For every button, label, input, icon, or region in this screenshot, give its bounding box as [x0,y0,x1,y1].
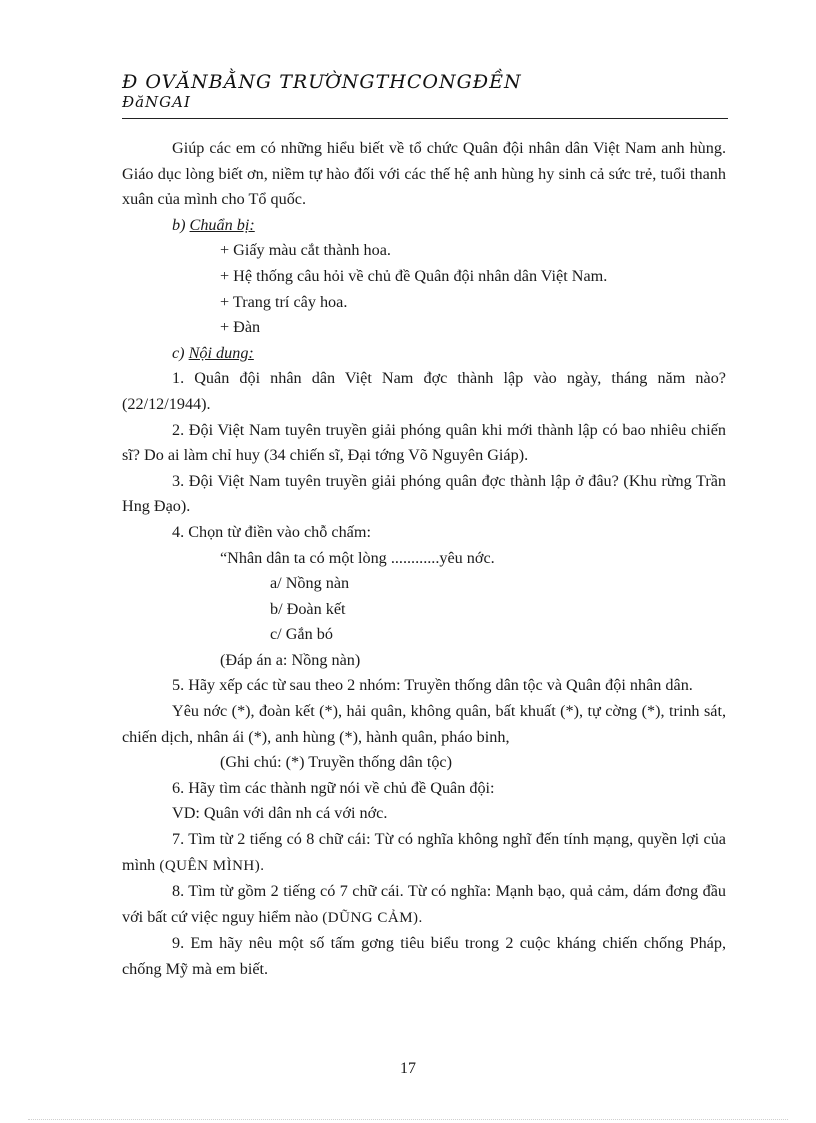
question-4-option-b: b/ Đoàn kết [270,599,346,618]
prep-item-1: + Giấy màu cắt thành hoa. [220,241,391,260]
header-title-line2: ĐăNGAI [122,93,191,111]
question-7-text: 7. Tìm từ 2 tiếng có 8 chữ cái: Từ có nghĩa không nghĩ đến tính mạng, quyền lợi của mình [122,830,726,874]
header-title-line1: Đ OVĂNBẰNG TRƯỜNGTHCONGĐỀN [122,71,522,93]
question-2: 2. Đội Việt Nam tuyên truyền giải phóng quân khi mới thành lập có bao nhiêu chiến sĩ? Do ai làm chỉ huy (34 chiến sĩ, Đại tớng Võ Nguyên Giáp). [122,420,726,465]
document-body [122,136,726,983]
question-4-option-c: c/ Gắn bó [270,625,333,644]
section-c-prefix: c) [172,343,185,362]
question-5-words: Yêu nớc (*), đoàn kết (*), hải quân, không quân, bất khuất (*), tự cờng (*), trinh sát, chiến dịch, nhân ái (*), anh hùng (*), hành quân, pháo binh, [122,702,726,746]
section-b-heading [122,213,726,239]
question-1: 1. Quân đội nhân dân Việt Nam đợc thành lập vào ngày, tháng năm nào? (22/12/1944). [122,369,726,413]
question-6: 6. Hãy tìm các thành ngữ nói về chủ đề Quân đội: [172,778,495,797]
question-5-note: (Ghi chú: (*) Truyền thống dân tộc) [220,753,452,772]
section-c-heading [122,341,726,367]
question-8-text: 8. Tìm từ gồm 2 tiếng có 7 chữ cái. Từ có nghĩa: Mạnh bạo, quả cảm, dám đơng đầu với bất cứ việc nguy hiểm nào [122,882,726,926]
page-header [122,70,728,110]
question-4-answer: (Đáp án a: Nồng nàn) [220,650,361,669]
question-5: 5. Hãy xếp các từ sau theo 2 nhóm: Truyền thống dân tộc và Quân đội nhân dân. [172,676,693,695]
section-b-title: Chuẩn bị: [189,215,255,234]
page-bottom-border [28,1119,788,1120]
section-c-title: Nội dung: [188,343,254,362]
header-divider [122,118,728,119]
question-7-answer: (QUÊN MÌNH). [159,857,265,874]
question-9: 9. Em hãy nêu một số tấm gơng tiêu biểu trong 2 cuộc kháng chiến chống Pháp, chống Mỹ mà em biết. [122,934,726,978]
intro-paragraph: Giúp các em có những hiểu biết về tổ chức Quân đội nhân dân Việt Nam anh hùng. Giáo dục lòng biết ơn, niềm tự hào đối với các thế hệ anh hùng hy sinh cả sức trẻ, tuổi thanh xuân của mình cho Tổ quốc. [122,139,726,209]
question-8 [122,879,726,931]
question-4-quote: “Nhân dân ta có một lòng ............yêu nớc. [220,548,495,567]
question-4-option-a: a/ Nồng nàn [270,574,350,593]
question-4: 4. Chọn từ điền vào chỗ chấm: [172,522,371,541]
question-3: 3. Đội Việt Nam tuyên truyền giải phóng quân đợc thành lập ở đâu? (Khu rừng Trần Hng Đạo). [122,471,726,516]
page-number: 17 [400,1060,416,1077]
question-6-example: VD: Quân với dân nh cá với nớc. [172,804,388,823]
question-7 [122,827,726,879]
prep-item-3: + Trang trí cây hoa. [220,292,348,311]
question-8-answer: (DŨNG CẢM). [322,909,423,926]
prep-item-2: + Hệ thống câu hỏi về chủ đề Quân đội nhân dân Việt Nam. [220,266,608,285]
prep-item-4: + Đàn [220,318,261,337]
section-b-prefix: b) [172,215,186,234]
